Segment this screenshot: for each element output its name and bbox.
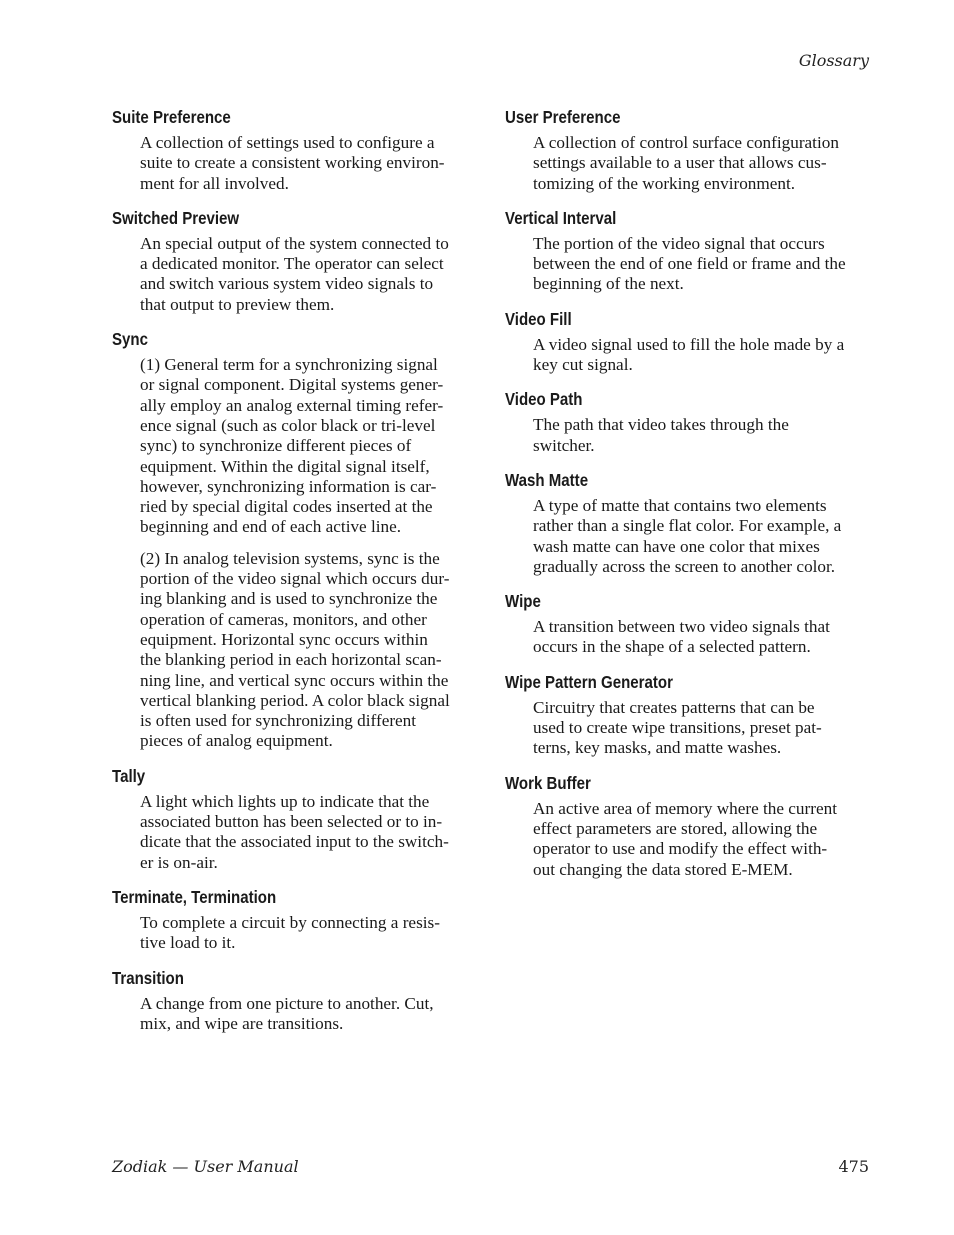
glossary-term: Work Buffer: [505, 772, 591, 793]
glossary-term: User Preference: [505, 107, 621, 127]
definition-line: ried by special digital codes inserted at the: [140, 497, 433, 517]
definition-line: A collection of settings used to configure a: [140, 133, 435, 152]
definition-line: An special output of the system connected to: [140, 233, 449, 253]
glossary-term: Vertical Interval: [505, 207, 617, 228]
definition-line: vertical blanking period. A color black signal: [140, 690, 450, 710]
glossary-definition: [140, 994, 480, 1035]
glossary-term: Switched Preview: [112, 207, 240, 228]
definition-line: (1) General term for a synchronizing signal: [140, 355, 438, 375]
glossary-column-right: [505, 106, 873, 893]
glossary-definition: [140, 792, 480, 873]
definition-line: wash matte can have one color that mixes: [533, 536, 820, 556]
glossary-entry: [112, 967, 480, 1035]
definition-line: The portion of the video signal that occurs: [533, 233, 825, 253]
glossary-definition: [533, 799, 873, 880]
definition-line: portion of the video signal which occurs dur-: [140, 569, 450, 589]
definition-line: a dedicated monitor. The operator can select: [140, 254, 444, 274]
glossary-entry: [112, 886, 480, 954]
glossary-entry: [505, 106, 873, 194]
glossary-entry: [505, 671, 873, 759]
definition-line: associated button has been selected or to in-: [140, 812, 443, 832]
definition-line: operation of cameras, monitors, and other: [140, 609, 427, 629]
glossary-definition: [533, 496, 873, 577]
definition-line: A collection of control surface configuration: [533, 133, 839, 152]
glossary-term: Transition: [112, 967, 184, 988]
glossary-entry: [505, 388, 873, 456]
glossary-entry: [505, 772, 873, 880]
definition-line: operator to use and modify the effect with-: [533, 839, 828, 859]
definition-line: A type of matte that contains two elements: [533, 495, 827, 515]
definition-line: rather than a single flat color. For example, a: [533, 516, 842, 536]
definition-line: however, synchronizing information is car-: [140, 476, 437, 496]
glossary-definition: [140, 133, 480, 194]
definition-line: key cut signal.: [533, 355, 633, 375]
definition-line: tive load to it.: [140, 933, 236, 953]
glossary-definition: [533, 335, 873, 376]
glossary-definition: [140, 234, 480, 315]
definition-line: An active area of memory where the current: [533, 798, 837, 818]
glossary-definition: [533, 698, 873, 759]
glossary-entry: [112, 106, 480, 194]
definition-line: A transition between two video signals that: [533, 617, 830, 637]
definition-line: gradually across the screen to another color.: [533, 556, 836, 576]
definition-line: A light which lights up to indicate that the: [140, 791, 430, 811]
glossary-term: Suite Preference: [112, 107, 231, 127]
definition-line: out changing the data stored E-MEM.: [533, 859, 793, 879]
definition-line: equipment. Horizontal sync occurs within: [140, 629, 428, 649]
definition-line: (2) In analog television systems, sync is the: [140, 548, 440, 568]
definition-line: pieces of analog equipment.: [140, 731, 333, 751]
definition-line: switcher.: [533, 435, 595, 455]
glossary-entry: [505, 308, 873, 376]
definition-line: suite to create a consistent working environ-: [140, 153, 445, 173]
footer-page-number: 475: [838, 1157, 869, 1176]
definition-line: is often used for synchronizing different: [140, 711, 417, 731]
definition-line: that output to preview them.: [140, 294, 335, 314]
footer-document-title: Zodiak — User Manual: [112, 1157, 299, 1176]
glossary-entry: [112, 328, 480, 752]
definition-line: beginning of the next.: [533, 274, 684, 294]
definition-line: The path that video takes through the: [533, 415, 789, 435]
definition-line: tomizing of the working environment.: [533, 173, 796, 193]
glossary-definition: [140, 549, 480, 752]
definition-line: ence signal (such as color black or tri-level: [140, 415, 436, 435]
definition-line: beginning and end of each active line.: [140, 517, 402, 537]
definition-line: ally employ an analog external timing refer-: [140, 395, 444, 415]
glossary-entry: [112, 207, 480, 315]
glossary-entry: [505, 207, 873, 295]
definition-line: used to create wipe transitions, preset pat-: [533, 718, 822, 738]
definition-line: dicate that the associated input to the switch-: [140, 832, 449, 852]
glossary-column-left: [112, 106, 480, 1047]
glossary-definition: [533, 234, 873, 295]
definition-line: terns, key masks, and matte washes.: [533, 738, 782, 758]
running-header: Glossary: [798, 51, 869, 70]
glossary-definition: [140, 913, 480, 954]
glossary-definition: [533, 133, 873, 194]
glossary-term: Wipe: [505, 591, 541, 612]
definition-line: occurs in the shape of a selected pattern.: [533, 637, 811, 657]
glossary-definition: [533, 415, 873, 456]
glossary-definition: [140, 355, 480, 538]
glossary-term: Sync: [112, 329, 148, 350]
definition-line: A video signal used to fill the hole made by a: [533, 334, 845, 354]
definition-line: equipment. Within the digital signal itself,: [140, 456, 430, 476]
definition-line: settings available to a user that allows cus-: [533, 153, 827, 173]
definition-line: ment for all involved.: [140, 173, 289, 193]
definition-line: sync) to synchronize different pieces of: [140, 436, 412, 456]
definition-line: or signal component. Digital systems gener-: [140, 375, 444, 395]
glossary-term: Video Fill: [505, 308, 572, 329]
definition-line: effect parameters are stored, allowing the: [533, 818, 818, 838]
definition-line: between the end of one field or frame and the: [533, 254, 846, 274]
definition-line: To complete a circuit by connecting a resis-: [140, 912, 440, 932]
glossary-term: Wash Matte: [505, 469, 589, 490]
definition-line: mix, and wipe are transitions.: [140, 1013, 344, 1033]
definition-line: Circuitry that creates patterns that can be: [533, 697, 815, 717]
glossary-definition: [533, 617, 873, 658]
glossary-term: Terminate, Termination: [112, 886, 277, 907]
glossary-term: Wipe Pattern Generator: [505, 671, 673, 692]
glossary-entry: [505, 469, 873, 577]
definition-line: er is on-air.: [140, 852, 218, 872]
glossary-entry: [112, 765, 480, 873]
glossary-term: Video Path: [505, 389, 583, 410]
definition-line: ing blanking and is used to synchronize the: [140, 589, 438, 609]
definition-line: the blanking period in each horizontal scan-: [140, 650, 442, 670]
definition-line: ning line, and vertical sync occurs within the: [140, 670, 449, 690]
glossary-entry: [505, 590, 873, 658]
definition-line: and switch various system video signals to: [140, 274, 434, 294]
glossary-term: Tally: [112, 765, 146, 786]
definition-line: A change from one picture to another. Cut,: [140, 993, 434, 1013]
